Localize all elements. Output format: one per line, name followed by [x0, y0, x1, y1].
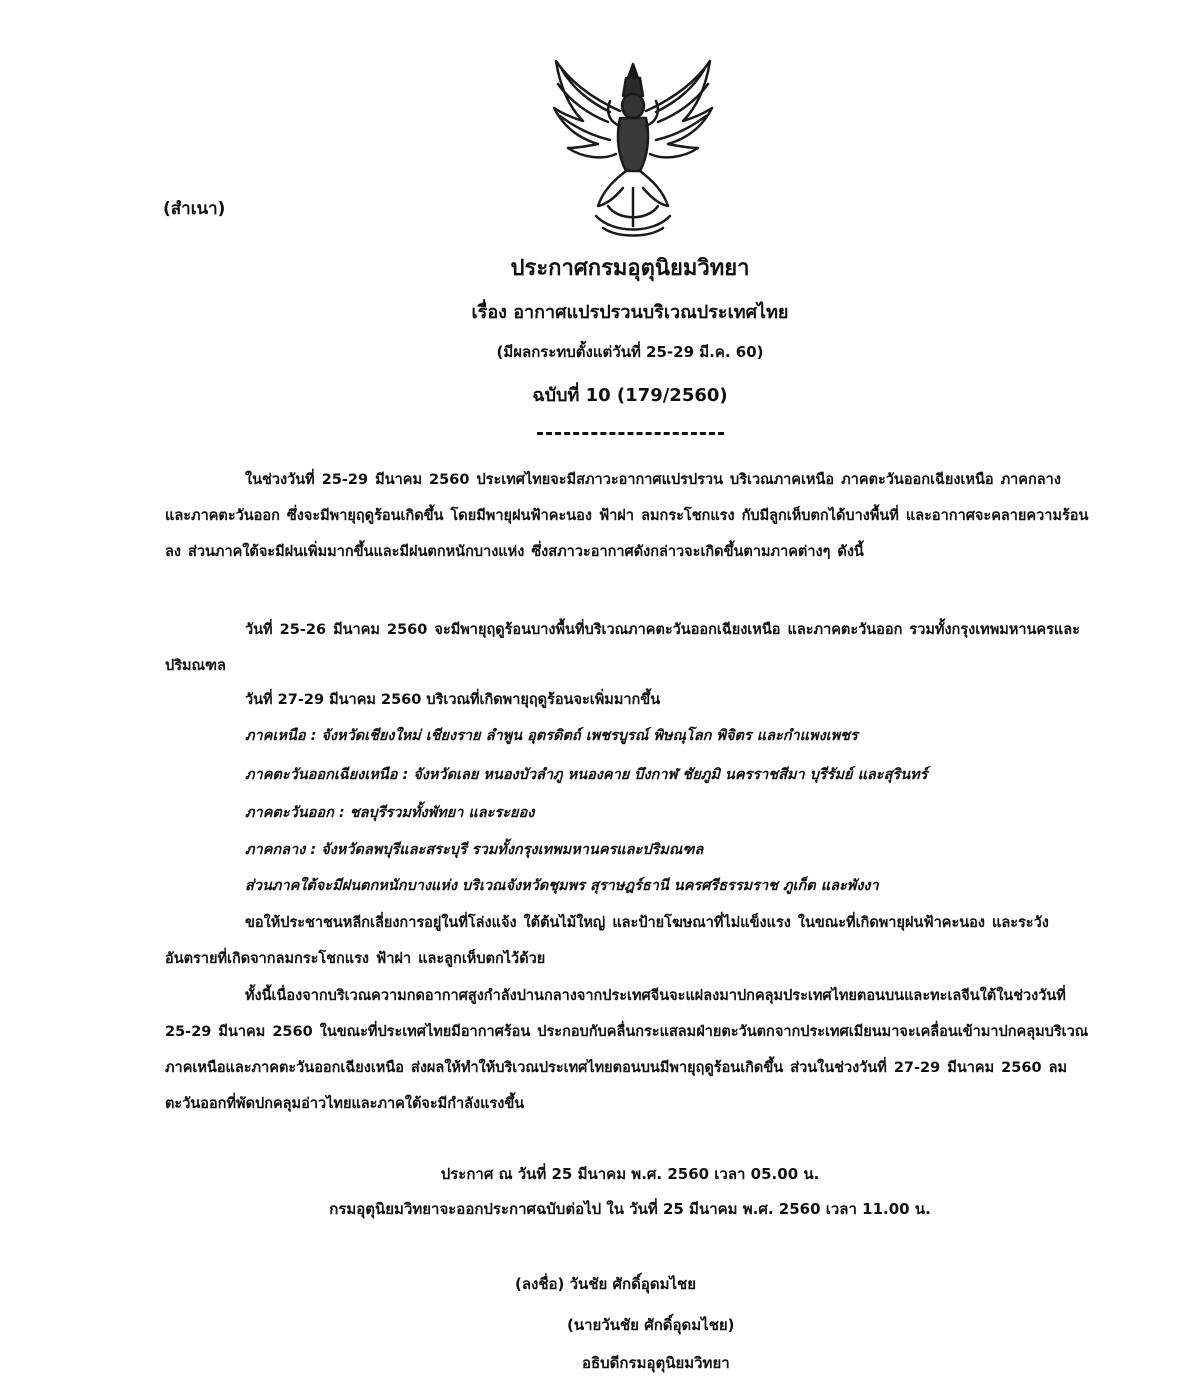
paragraph-day-25-26: วันที่ 25-26 มีนาคม 2560 จะมีพายุฤดูร้อนบางพื้นที่บริเวณภาคตะวันออกเฉียงเหนือ และภาคตะวันออก รวมทั้งกรุงเทพมหานครและปริมณฑล [165, 622, 1080, 674]
line-northeast-region: ภาคตะวันออกเฉียงเหนือ : จังหวัดเลย หนองบัวลำภู หนองคาย บึงกาฬ ชัยภูมิ นครราชสีมา บุรีรัมย์ และสุรินทร์ [245, 767, 928, 783]
garuda-emblem-icon [548, 56, 718, 241]
line-day-27-29: วันที่ 27-29 มีนาคม 2560 บริเวณที่เกิดพายุฤดูร้อนจะเพิ่มมากขึ้น [245, 692, 661, 708]
line-central-region: ภาคกลาง : จังหวัดลพบุรีและสระบุรี รวมทั้งกรุงเทพมหานครและปริมณฑล [245, 842, 704, 858]
signature-name: (นายวันชัย ศักดิ์อุดมไชย) [567, 1316, 735, 1334]
line-east-region: ภาคตะวันออก : ชลบุรีรวมทั้งพัทยา และระยอง [245, 805, 535, 821]
paragraph-cause: ทั้งนี้เนื่องจากบริเวณความกดอากาศสูงกำลังปานกลางจากประเทศจีนจะแผ่ลงมาปกคลุมประเทศไทยตอนบนและทะเลจีนใต้ในช่วงวันที่ 25-29 มีนาคม 2560 ในขณะที่ประเทศไทยมีอากาศร้อน ประกอบกับคลื่นกระแสลมฝ่ายตะวันตกจากประเทศเมียนมาจะเคลื่อนเข้ามาปกคลุมบริเวณภาคเหนือและภาคตะวันออกเฉียงเหนือ ส่งผลให้ทำให้บริเวณประเทศไทยตอนบนมีพายุฤดูร้อนเกิดขึ้น ส่วนในช่วงวันที่ 27-29 มีนาคม 2560 ลมตะวันออกที่พัดปกคลุมอ่าวไทยและภาคใต้จะมีกำลังแรงขึ้น [165, 988, 1089, 1112]
line-north-region: ภาคเหนือ : จังหวัดเชียงใหม่ เชียงราย ลำพูน อุตรดิตถ์ เพชรบูรณ์ พิษณุโลก พิจิตร และกำแพงเพชร [245, 728, 858, 744]
page-title: ประกาศกรมอุตุนิยมวิทยา [510, 256, 750, 281]
signature-signed: (ลงชื่อ) วันชัย ศักดิ์อุดมไชย [515, 1275, 697, 1293]
title-divider [537, 432, 724, 435]
issued-at: ประกาศ ณ วันที่ 25 มีนาคม พ.ศ. 2560 เวลา 05.00 น. [440, 1165, 820, 1183]
subject-line: เรื่อง อากาศแปรปรวนบริเวณประเทศไทย [471, 302, 789, 323]
signature-position: อธิบดีกรมอุตุนิยมวิทยา [582, 1354, 730, 1372]
effective-date: (มีผลกระทบตั้งแต่วันที่ 25-29 มี.ค. 60) [496, 343, 764, 361]
line-south-region: ส่วนภาคใต้จะมีฝนตกหนักบางแห่ง บริเวณจังหวัดชุมพร สุราษฎร์ธานี นครศรีธรรมราช ภูเก็ต และพังงา [245, 878, 879, 894]
paragraph-overview: ในช่วงวันที่ 25-29 มีนาคม 2560 ประเทศไทยจะมีสภาวะอากาศแปรปรวน บริเวณภาคเหนือ ภาคตะวันออกเฉียงเหนือ ภาคกลาง และภาคตะวันออก ซึ่งจะมีพายุฤดูร้อนเกิดขึ้น โดยมีพายุฝนฟ้าคะนอง ฟ้าผ่า ลมกระโชกแรง กับมีลูกเห็บตกได้บางพื้นที่ และอากาศจะคลายความร้อนลง ส่วนภาคใต้จะมีฝนเพิ่มมากขึ้นและมีฝนตกหนักบางแห่ง ซึ่งสภาวะอากาศดังกล่าวจะเกิดขึ้นตามภาคต่างๆ ดังนี้ [165, 472, 1089, 560]
copy-label: (สำเนา) [163, 199, 226, 219]
paragraph-warning: ขอให้ประชาชนหลีกเลี่ยงการอยู่ในที่โล่งแจ้ง ใต้ต้นไม้ใหญ่ และป้ายโฆษณาที่ไม่แข็งแรง ในขณะที่เกิดพายุฝนฟ้าคะนอง และระวังอันตรายที่เกิดจากลมกระโชกแรง ฟ้าผ่า และลูกเห็บตกไว้ด้วย [165, 915, 1049, 967]
next-issue: กรมอุตุนิยมวิทยาจะออกประกาศฉบับต่อไป ใน วันที่ 25 มีนาคม พ.ศ. 2560 เวลา 11.00 น. [329, 1200, 931, 1218]
issue-number: ฉบับที่ 10 (179/2560) [532, 385, 728, 406]
